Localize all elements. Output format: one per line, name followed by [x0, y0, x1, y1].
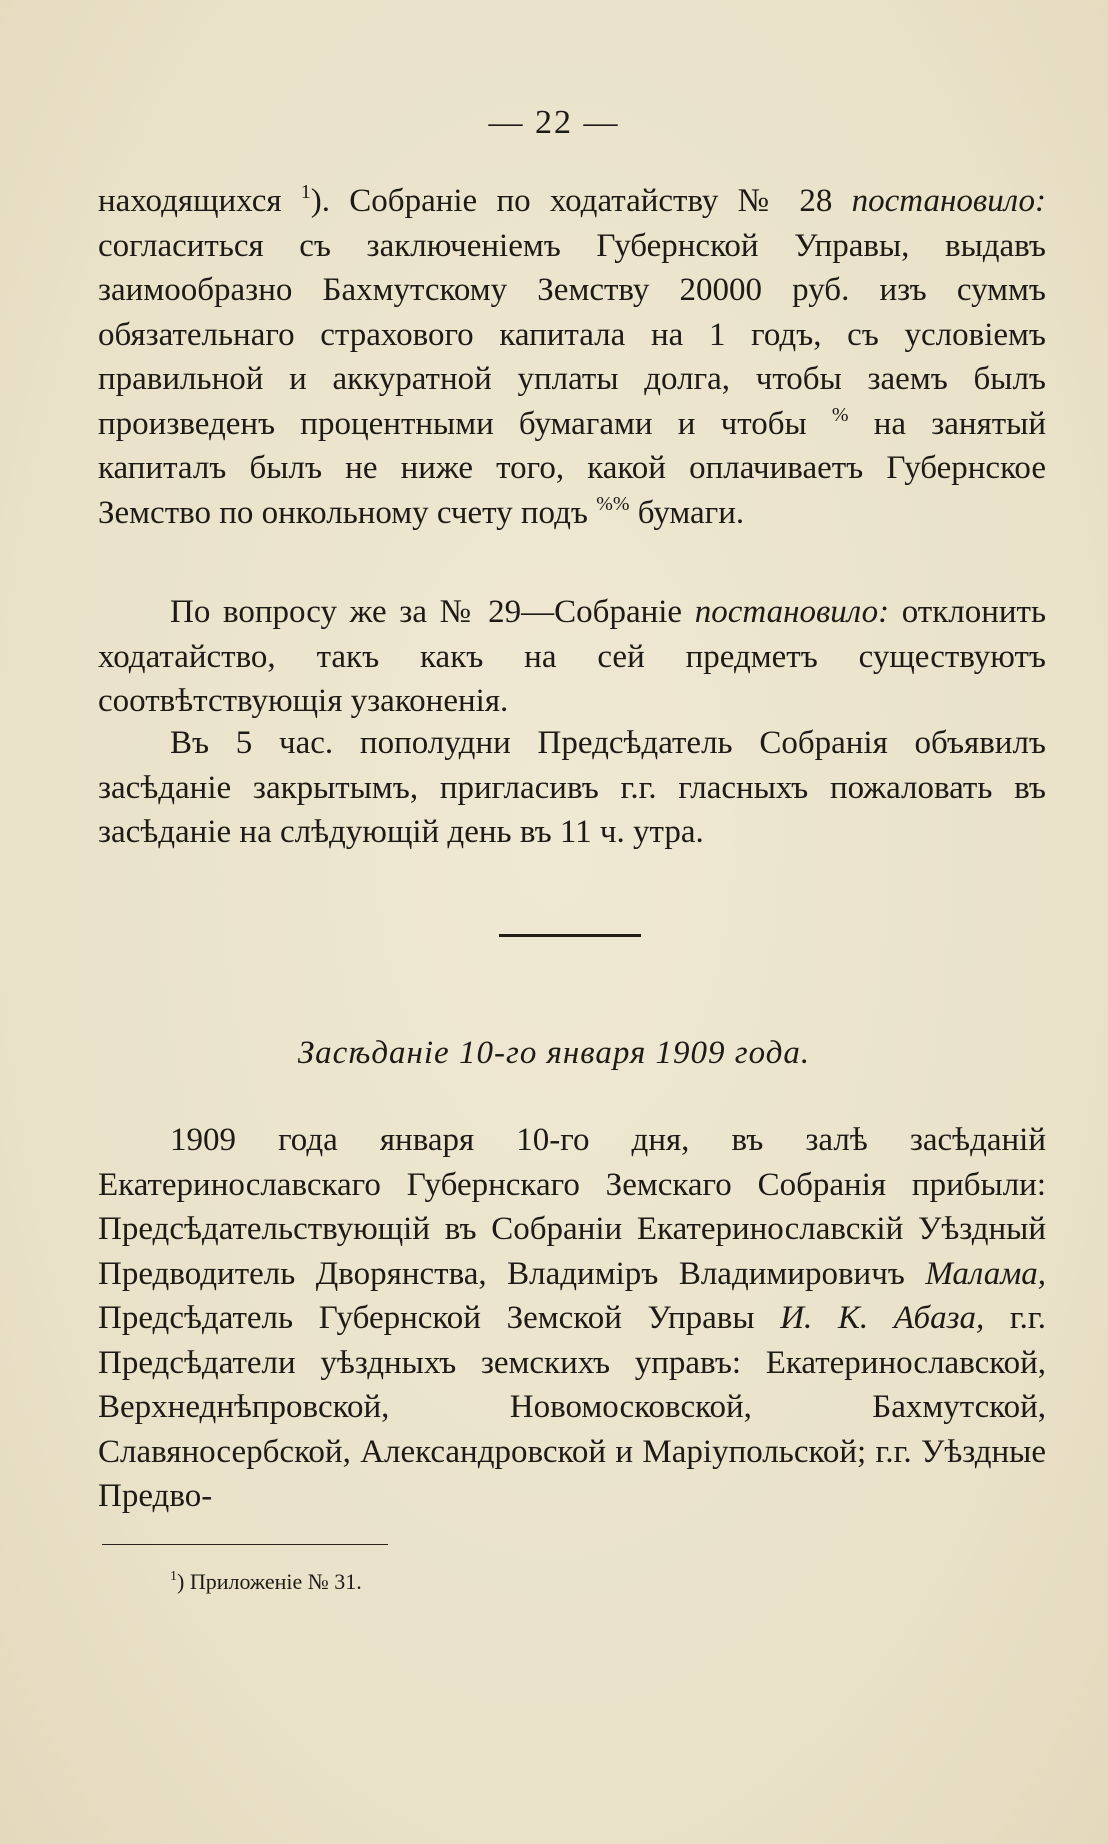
text-segment: бумаги. — [629, 494, 745, 531]
footnote-number: 1 — [170, 1569, 177, 1584]
text-segment: г.г. Предсѣдатели уѣздныхъ земскихъ управъ: Екатеринославской, Верхнеднѣпровской, Новомосковской, Бахмутской, Славяносербской, Александровской и Марiупольской; г.г. Уѣздные Предво- — [98, 1300, 1046, 1514]
italic-text: постановило: — [851, 183, 1047, 219]
italic-text: постановило: — [694, 594, 890, 630]
text-segment: ). Собранiе по ходатайству № 28 — [310, 183, 852, 219]
paragraph-resolution-29 — [98, 590, 1046, 724]
text-segment: на занятый капиталъ былъ не ниже того, какой оплачиваетъ Губернское Земство по онкольному счету подъ — [98, 405, 1047, 531]
footnote-marker[interactable]: 1 — [300, 181, 311, 203]
paragraph-session-closed — [98, 721, 1046, 855]
section-divider — [499, 934, 641, 937]
text-segment: Предсѣдатель Губернской Земской Управы — [98, 1300, 781, 1336]
percent-percent-sign: %% — [596, 492, 630, 515]
footnote-text: ) Приложенiе № 31. — [177, 1569, 362, 1594]
paragraph-session-attendance — [98, 1118, 1046, 1519]
text-segment: согласиться съ заключенiемъ Губернской Управы, выдавъ заимообразно Бахмутскому Земству 20000 руб. изъ суммъ обязательнаго страхового капитала на 1 годъ, съ условiемъ правильной и аккуратной уплаты долга, чтобы заемъ былъ произведенъ процентными бумагами и чтобы — [98, 227, 1046, 442]
text-segment: По вопросу же за № 29—Собранiе — [170, 594, 695, 630]
text-segment: находящихся — [98, 183, 301, 219]
text-segment: Въ 5 час. пополудни Предсѣдатель Собранiя объявилъ засѣданiе закрытымъ, пригласивъ г.г. гласныхъ пожаловать въ засѣданiе на слѣдующiй день въ 11 ч. утра. — [98, 725, 1046, 850]
text-segment: 1909 года января 10-го дня, въ залѣ засѣданiй Екатеринославскаго Губернскаго Земскаго Собранiя прибыли: Предсѣдательствующiй въ Собранiи Екатеринославскiй Уѣздный Предводитель Дворянства, Владимiръ Владимировичъ — [98, 1122, 1046, 1292]
section-heading: Засѣданiе 10-го января 1909 года. — [297, 1035, 811, 1071]
italic-name: И. К. Абаза, — [780, 1300, 985, 1336]
paragraph-resolution-28 — [98, 179, 1046, 535]
percent-sign: % — [831, 403, 849, 426]
italic-name: Малама, — [925, 1255, 1046, 1292]
text-segment: отклонить ходатайство, такъ какъ на сей предметъ существуютъ соотвѣтствующiя узаконенiя. — [98, 594, 1046, 719]
page-number: — 22 — — [488, 104, 620, 141]
footnote — [170, 1567, 362, 1597]
footnote-divider — [102, 1544, 388, 1545]
